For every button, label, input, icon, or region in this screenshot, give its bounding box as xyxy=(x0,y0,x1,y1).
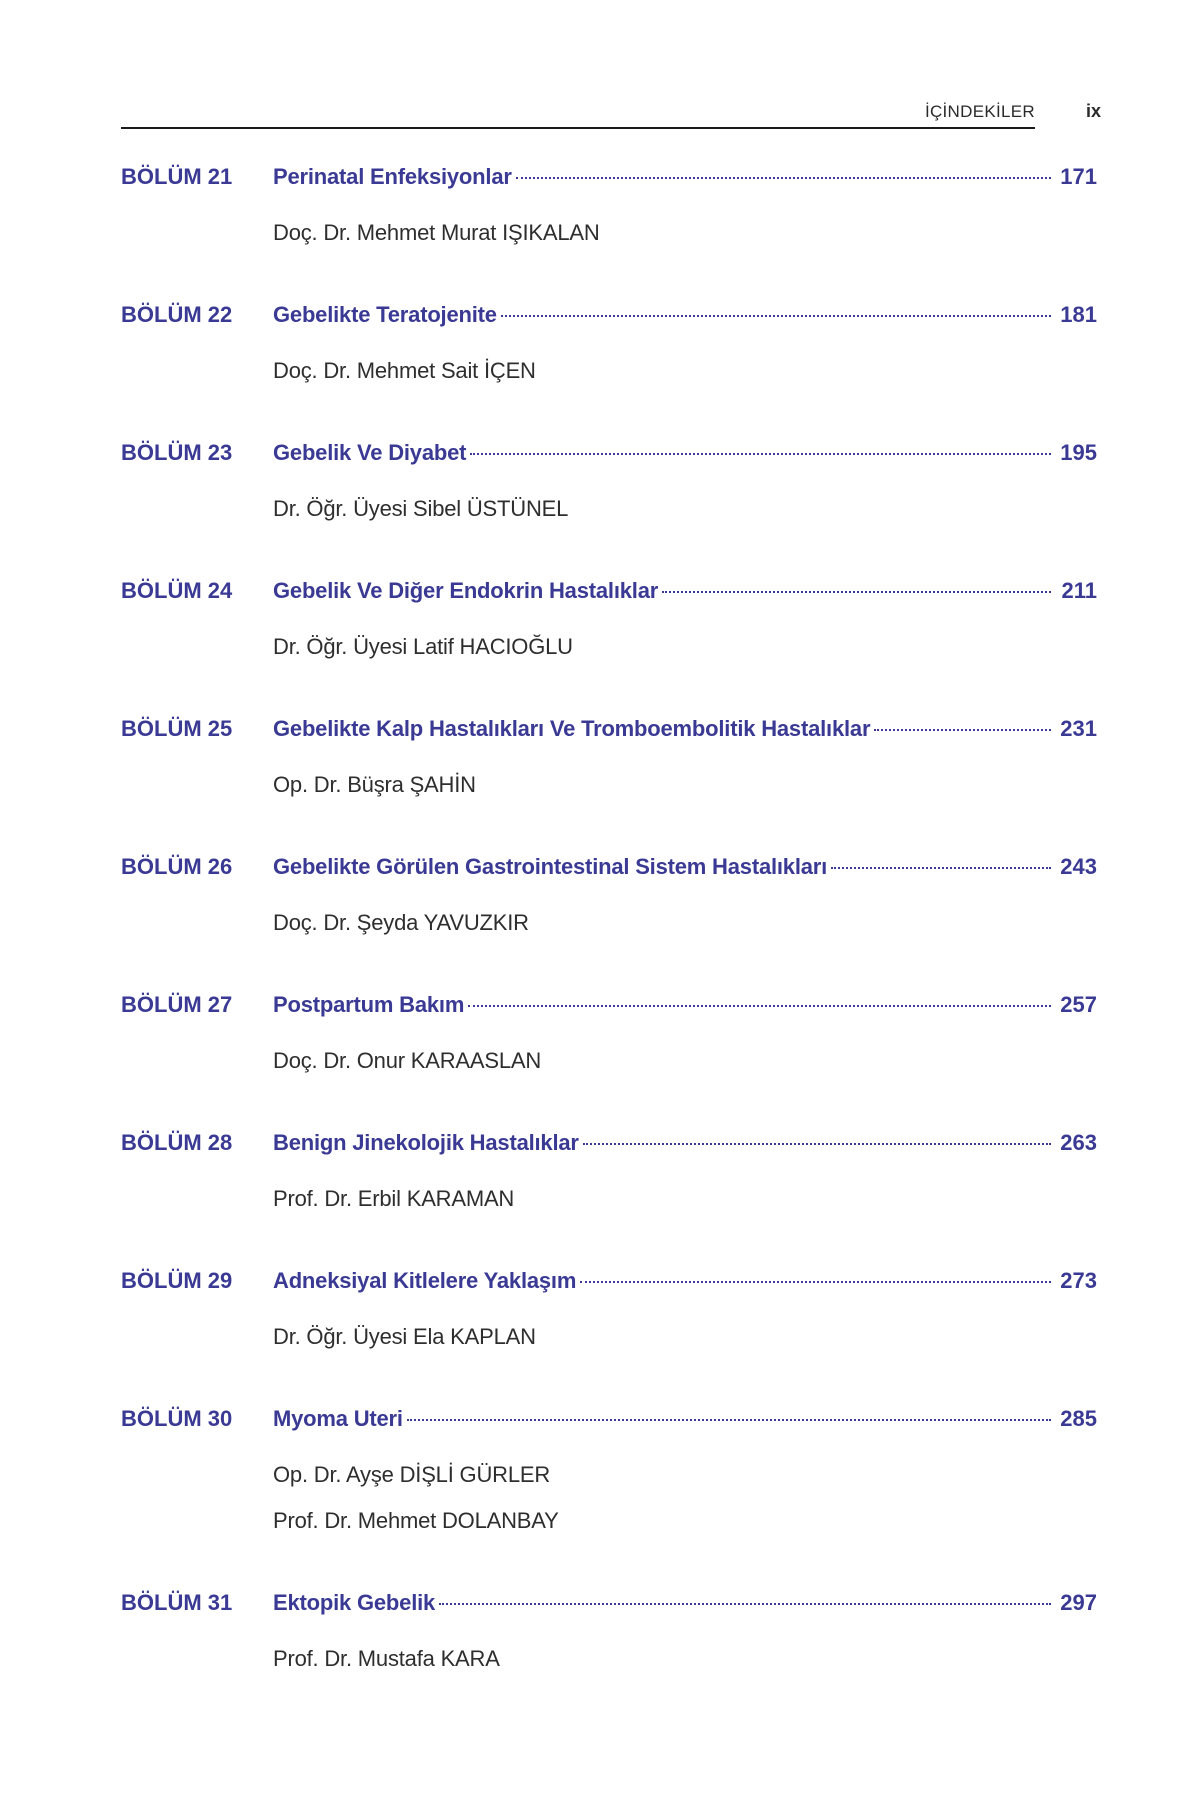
author-name: Op. Dr. Ayşe DİŞLİ GÜRLER xyxy=(273,1462,551,1487)
dot-leader xyxy=(831,867,1051,869)
toc-entry[interactable] xyxy=(121,854,1097,946)
chapter-number: BÖLÜM 27 xyxy=(121,992,233,1017)
toc-entry-row[interactable] xyxy=(121,1268,1097,1314)
author-name: Op. Dr. Büşra ŞAHİN xyxy=(273,772,476,797)
page-number[interactable]: 195 xyxy=(1060,440,1097,465)
page-number[interactable]: 285 xyxy=(1060,1406,1097,1431)
chapter-title-line[interactable] xyxy=(273,302,1055,328)
chapter-title-line[interactable] xyxy=(273,164,1055,190)
author-list xyxy=(273,1452,1097,1544)
chapter-title[interactable]: Gebelik Ve Diğer Endokrin Hastalıklar xyxy=(273,578,659,603)
toc-entry[interactable] xyxy=(121,1406,1097,1544)
author-name: Doç. Dr. Mehmet Murat IŞIKALAN xyxy=(273,220,600,245)
header-rule xyxy=(121,127,1035,129)
dot-leader xyxy=(516,177,1051,179)
toc-entry[interactable] xyxy=(121,164,1097,256)
toc-entry-row[interactable] xyxy=(121,440,1097,486)
toc-entry[interactable] xyxy=(121,302,1097,394)
author-name: Prof. Dr. Mehmet DOLANBAY xyxy=(273,1508,559,1533)
author-name: Prof. Dr. Erbil KARAMAN xyxy=(273,1186,515,1211)
dot-leader xyxy=(501,315,1051,317)
page-number[interactable]: 243 xyxy=(1060,854,1097,879)
toc-entry[interactable] xyxy=(121,578,1097,670)
dot-leader xyxy=(470,453,1051,455)
toc-entry-row[interactable] xyxy=(121,1590,1097,1636)
toc-entry-row[interactable] xyxy=(121,992,1097,1038)
chapter-title[interactable]: Ektopik Gebelik xyxy=(273,1590,436,1615)
toc-entry-row[interactable] xyxy=(121,164,1097,210)
chapter-title[interactable]: Myoma Uteri xyxy=(273,1406,403,1431)
toc-entry[interactable] xyxy=(121,1268,1097,1360)
table-of-contents xyxy=(121,164,1097,1682)
chapter-title[interactable]: Gebelikte Görülen Gastrointestinal Sistem Hastalıkları xyxy=(273,854,828,879)
dot-leader xyxy=(407,1419,1051,1421)
page-number[interactable]: 171 xyxy=(1060,164,1097,189)
toc-entry-row[interactable] xyxy=(121,578,1097,624)
author-name: Doç. Dr. Şeyda YAVUZKIR xyxy=(273,910,529,935)
dot-leader xyxy=(580,1281,1051,1283)
author-list xyxy=(273,1636,1097,1682)
author-list xyxy=(273,900,1097,946)
chapter-title-line[interactable] xyxy=(273,716,1055,742)
page-header xyxy=(121,98,1101,130)
author-name: Dr. Öğr. Üyesi Latif HACIOĞLU xyxy=(273,634,573,659)
page-number[interactable]: 211 xyxy=(1061,578,1097,603)
chapter-number: BÖLÜM 31 xyxy=(121,1590,233,1615)
toc-entry[interactable] xyxy=(121,440,1097,532)
chapter-title-line[interactable] xyxy=(273,1268,1055,1294)
author-name: Doç. Dr. Onur KARAASLAN xyxy=(273,1048,542,1073)
dot-leader xyxy=(583,1143,1051,1145)
toc-entry-row[interactable] xyxy=(121,1130,1097,1176)
chapter-title-line[interactable] xyxy=(273,992,1055,1018)
toc-entry-row[interactable] xyxy=(121,1406,1097,1452)
toc-entry-row[interactable] xyxy=(121,854,1097,900)
chapter-number: BÖLÜM 22 xyxy=(121,302,233,327)
chapter-title[interactable]: Adneksiyal Kitlelere Yaklaşım xyxy=(273,1268,577,1293)
chapter-title-line[interactable] xyxy=(273,1590,1055,1616)
toc-entry[interactable] xyxy=(121,1130,1097,1222)
chapter-number: BÖLÜM 23 xyxy=(121,440,233,465)
toc-entry-row[interactable] xyxy=(121,716,1097,762)
dot-leader xyxy=(468,1005,1051,1007)
page-number[interactable]: 273 xyxy=(1060,1268,1097,1293)
chapter-title[interactable]: Benign Jinekolojik Hastalıklar xyxy=(273,1130,579,1155)
author-name: Dr. Öğr. Üyesi Sibel ÜSTÜNEL xyxy=(273,496,569,521)
page-number[interactable]: 257 xyxy=(1060,992,1097,1017)
author-list xyxy=(273,1038,1097,1084)
chapter-title[interactable]: Gebelikte Teratojenite xyxy=(273,302,497,327)
chapter-title-line[interactable] xyxy=(273,854,1055,880)
chapter-title[interactable]: Gebelikte Kalp Hastalıkları Ve Tromboembolitik Hastalıklar xyxy=(273,716,871,741)
chapter-number: BÖLÜM 29 xyxy=(121,1268,233,1293)
author-name: Dr. Öğr. Üyesi Ela KAPLAN xyxy=(273,1324,536,1349)
chapter-number: BÖLÜM 28 xyxy=(121,1130,233,1155)
author-list xyxy=(273,762,1097,808)
page-number[interactable]: 231 xyxy=(1060,716,1097,741)
chapter-title-line[interactable] xyxy=(273,1130,1055,1156)
dot-leader xyxy=(439,1603,1051,1605)
chapter-title[interactable]: Gebelik Ve Diyabet xyxy=(273,440,467,465)
toc-entry-row[interactable] xyxy=(121,302,1097,348)
toc-entry[interactable] xyxy=(121,1590,1097,1682)
author-list xyxy=(273,210,1097,256)
chapter-number: BÖLÜM 21 xyxy=(121,164,233,189)
author-list xyxy=(273,1314,1097,1360)
header-page-number: ix xyxy=(1085,101,1101,121)
chapter-title-line[interactable] xyxy=(273,1406,1055,1432)
author-list xyxy=(273,624,1097,670)
author-name: Prof. Dr. Mustafa KARA xyxy=(273,1646,500,1671)
page-number[interactable]: 297 xyxy=(1060,1590,1097,1615)
page-number[interactable]: 263 xyxy=(1060,1130,1097,1155)
chapter-number: BÖLÜM 24 xyxy=(121,578,233,603)
chapter-title-line[interactable] xyxy=(273,440,1055,466)
author-list xyxy=(273,1176,1097,1222)
toc-entry[interactable] xyxy=(121,992,1097,1084)
toc-entry[interactable] xyxy=(121,716,1097,808)
page-number[interactable]: 181 xyxy=(1060,302,1097,327)
author-list xyxy=(273,486,1097,532)
header-title: İÇİNDEKİLER xyxy=(924,102,1035,121)
chapter-title[interactable]: Postpartum Bakım xyxy=(273,992,465,1017)
chapter-number: BÖLÜM 25 xyxy=(121,716,233,741)
author-name: Doç. Dr. Mehmet Sait İÇEN xyxy=(273,358,536,383)
dot-leader xyxy=(874,729,1051,731)
chapter-title[interactable]: Perinatal Enfeksiyonlar xyxy=(273,164,512,189)
author-list xyxy=(273,348,1097,394)
chapter-number: BÖLÜM 30 xyxy=(121,1406,233,1431)
dot-leader xyxy=(662,591,1051,593)
chapter-title-line[interactable] xyxy=(273,578,1055,604)
chapter-number: BÖLÜM 26 xyxy=(121,854,233,879)
